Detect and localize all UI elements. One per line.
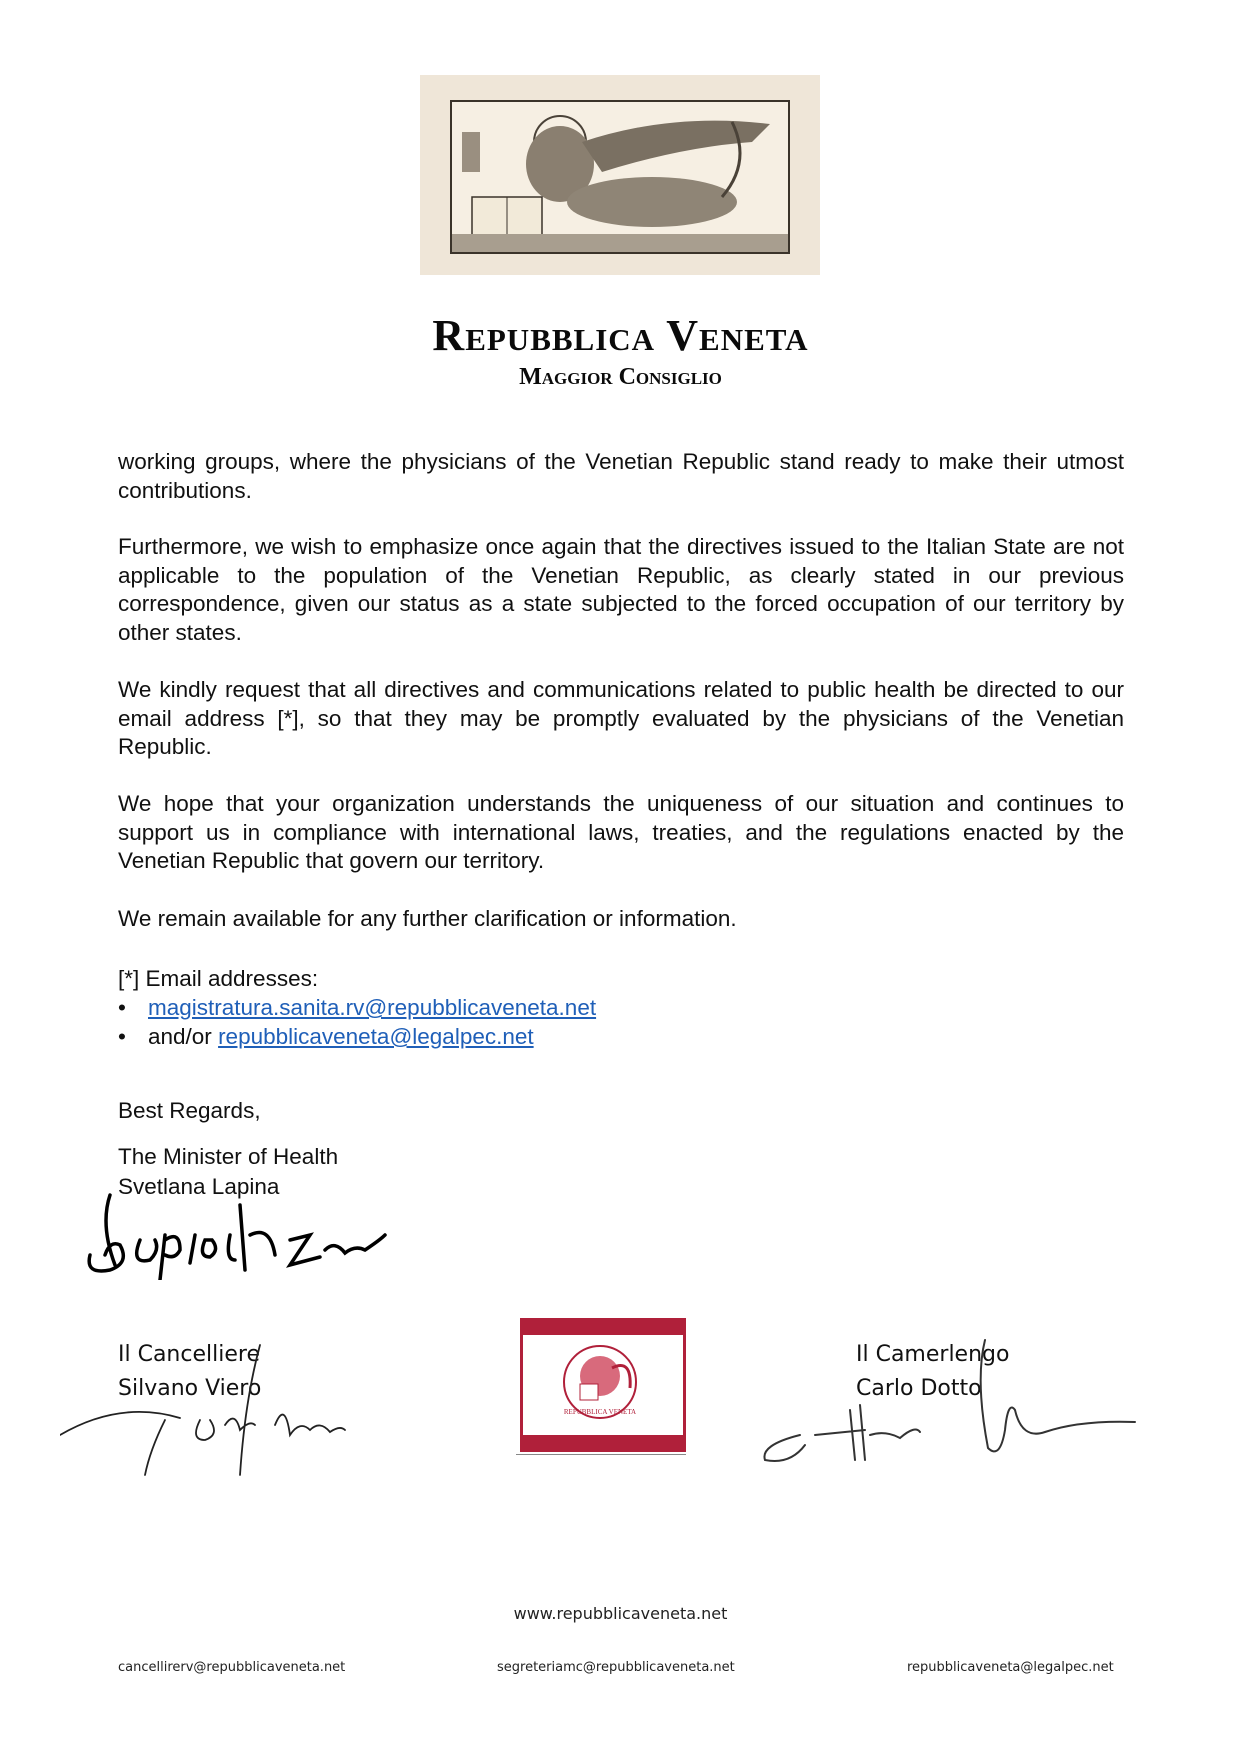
bullet-icon: •: [118, 1024, 126, 1049]
email-prefix: and/or: [148, 1024, 219, 1049]
email-addresses-heading: [*] Email addresses:: [118, 966, 319, 991]
seal-underline: [516, 1454, 686, 1455]
email-list-item: [118, 993, 596, 1022]
paragraph-5: [118, 905, 1124, 934]
republic-seal-icon: [520, 1318, 686, 1452]
minister-signature-icon: [80, 1185, 390, 1280]
footer-email-segreteria[interactable]: segreteriamc@repubblicaveneta.net: [497, 1660, 735, 1675]
document-title: Repubblica Veneta: [432, 311, 809, 360]
footer-email-cancelliere[interactable]: cancellirerv@repubblicaveneta.net: [118, 1660, 346, 1675]
bullet-icon: •: [118, 995, 126, 1020]
document-subtitle: Maggior Consiglio: [519, 364, 722, 390]
email-link-sanita[interactable]: magistratura.sanita.rv@repubblicaveneta.net: [148, 995, 597, 1020]
paragraph-1: [118, 448, 1124, 505]
paragraph-text: We kindly request that all directives and communications related to public health be directed to our email address [*], so that they may be promptly evaluated by the physicians of the Venetian Republic.: [118, 677, 1124, 759]
paragraph-4: [118, 790, 1124, 876]
chancellor-signature-icon: [60, 1340, 380, 1480]
footer-email-legalpec[interactable]: repubblicaveneta@legalpec.net: [907, 1660, 1114, 1675]
svg-text:REPUBBLICA VENETA: REPUBBLICA VENETA: [563, 1408, 637, 1416]
paragraph-text: We remain available for any further clarification or information.: [118, 906, 737, 931]
lion-illustration-icon: [452, 102, 788, 252]
email-link-legalpec[interactable]: repubblicaveneta@legalpec.net: [218, 1024, 534, 1049]
paragraph-text: Furthermore, we wish to emphasize once again that the directives issued to the Italian State are not applicable to the population of the Venetian Republic, as clearly stated in our previous correspondence, given our status as a state subjected to the forced occupation of our territory by other states.: [118, 534, 1124, 645]
email-addresses-block: [118, 964, 596, 1051]
paragraph-text: We hope that your organization understands the uniqueness of our situation and continues to support us in compliance with international laws, treaties, and the regulations enacted by the Venetian Republic that govern our territory.: [118, 791, 1124, 873]
paragraph-2: [118, 533, 1124, 647]
minister-name: Svetlana Lapina: [118, 1174, 280, 1199]
winged-lion-emblem-icon: [420, 75, 820, 275]
minister-role: The Minister of Health: [118, 1144, 339, 1169]
footer-website[interactable]: www.repubblicaveneta.net: [513, 1604, 728, 1623]
camerlengo-role: Il Camerlengo: [856, 1342, 1010, 1367]
chancellor-name: Silvano Viero: [118, 1376, 262, 1401]
seal-lion-roundel-icon: [520, 1318, 680, 1446]
camerlengo-signature-icon: [760, 1320, 1140, 1470]
chancellor-role: Il Cancelliere: [118, 1342, 260, 1367]
email-list-item: [118, 1022, 596, 1051]
paragraph-3: [118, 676, 1124, 762]
emblem-frame: [450, 100, 790, 254]
camerlengo-name: Carlo Dotto: [856, 1376, 982, 1401]
paragraph-text: working groups, where the physicians of the Venetian Republic stand ready to make their utmost contributions.: [118, 449, 1124, 503]
closing-regards: Best Regards,: [118, 1098, 261, 1123]
